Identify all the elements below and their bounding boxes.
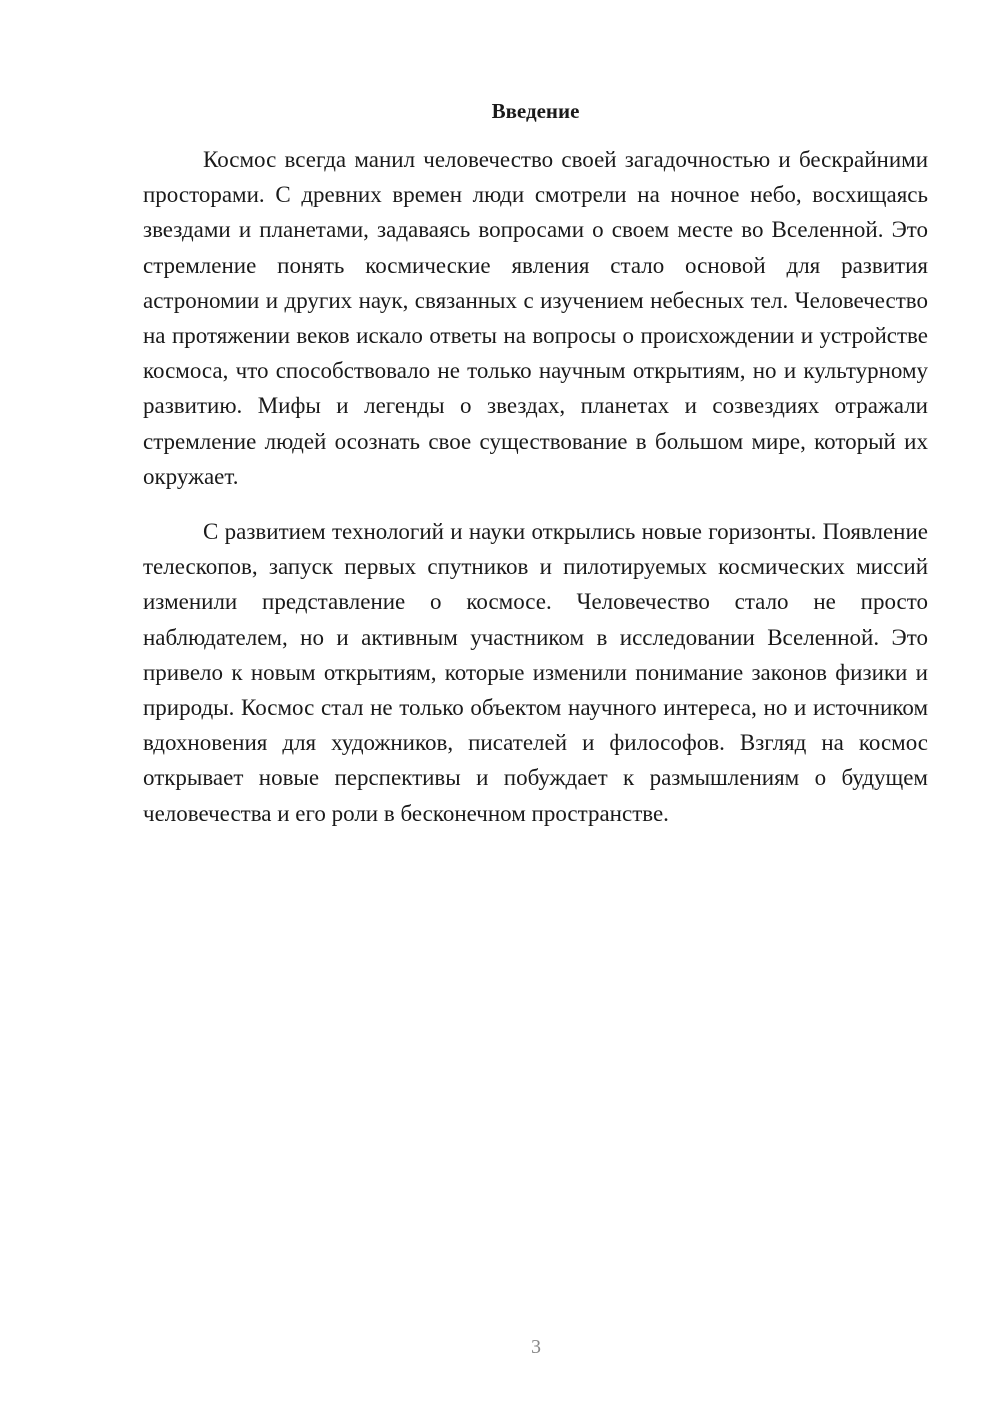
page-number: 3: [531, 1336, 541, 1358]
section-heading: Введение: [491, 99, 580, 123]
body-text: [143, 142, 928, 831]
paragraph-1: Космос всегда манил человечество своей загадочностью и бескрайними просторами. С древних времен люди смотрели на ночное небо, восхищаясь звездами и планетами, задаваясь вопросами о своем месте во Вселенной. Это стремление понять космические явления стало основой для развития астрономии и других наук, связанных с изучением небесных тел. Человечество на протяжении веков искало ответы на вопросы о происхождении и устройстве космоса, что способствовало не только научным открытиям, но и культурному развитию. Мифы и легенды о звездах, планетах и созвездиях отражали стремление людей осознать свое существование в большом мире, который их окружает.: [143, 147, 928, 489]
paragraph-2: С развитием технологий и науки открылись новые горизонты. Появление телескопов, запуск первых спутников и пилотируемых космических миссий изменили представление о космосе. Человечество стало не просто наблюдателем, но и активным участником в исследовании Вселенной. Это привело к новым открытиям, которые изменили понимание законов физики и природы. Космос стал не только объектом научного интереса, но и источником вдохновения для художников, писателей и философов. Взгляд на космос открывает новые перспективы и побуждает к размышлениям о будущем человечества и его роли в бесконечном пространстве.: [143, 519, 928, 826]
